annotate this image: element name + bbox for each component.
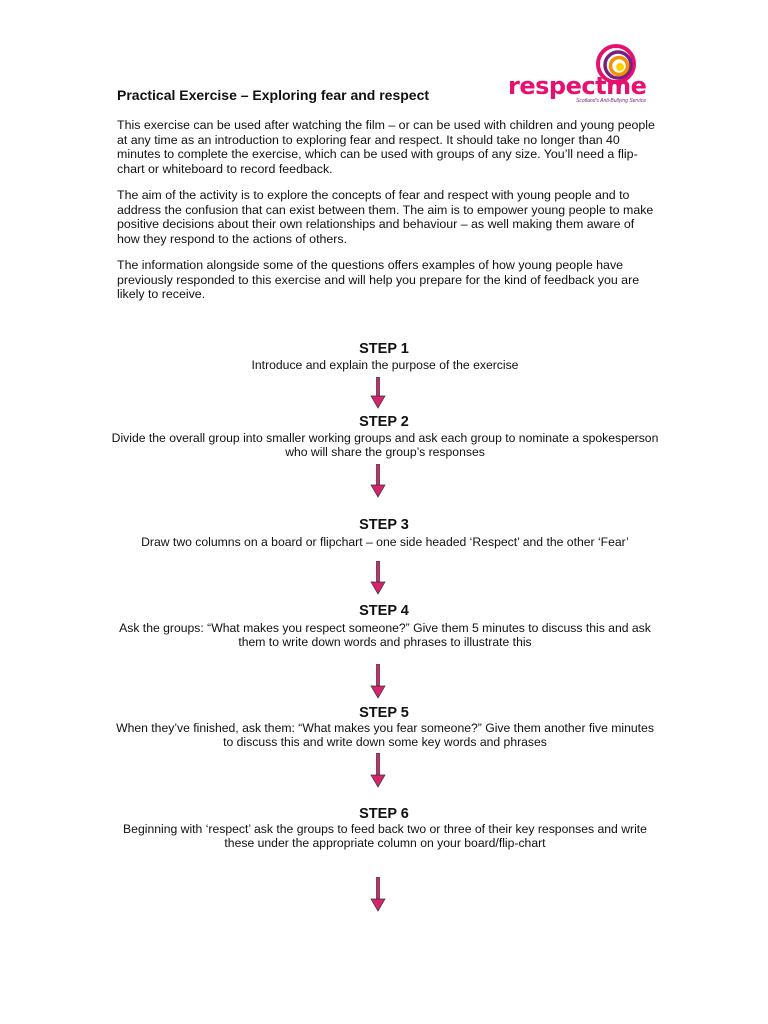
intro-paragraph-2: The aim of the activity is to explore the concepts of fear and respect with young people and to address the confusion that can exist between them. The aim is to empower young people to make positive decisions about their own relationships and behaviour – as well making them aware of how they respond to the actions of others. (117, 188, 654, 246)
respectme-logo (504, 44, 654, 108)
logo-wordmark (508, 72, 646, 100)
step-5-title: STEP 5 (359, 705, 409, 721)
step-5-text: When they’ve finished, ask them: “What makes you fear someone?” Give them another five minutes to discuss this and write down some key words and phrases (116, 721, 654, 750)
down-arrow-icon (370, 561, 386, 595)
step-6-text: Beginning with ‘respect’ ask the groups to feed back two or three of their key responses and write these under the appropriate column on your board/flip-chart (123, 822, 647, 851)
down-arrow-icon (370, 753, 386, 788)
logo-wordmark-suffix: me (606, 72, 647, 100)
page-title: Practical Exercise – Exploring fear and respect (117, 87, 430, 103)
down-arrow-icon (370, 464, 386, 498)
step-1-text: Introduce and explain the purpose of the exercise (251, 358, 519, 372)
intro-paragraph-3: The information alongside some of the questions offers examples of how young people have previously responded to this exercise and will help you prepare for the kind of feedback you are likely to receive. (117, 258, 640, 302)
step-6-title: STEP 6 (359, 806, 409, 822)
logo-wordmark-prefix: respect (508, 72, 607, 100)
down-arrow-icon (370, 877, 386, 912)
step-4-title: STEP 4 (359, 603, 409, 619)
step-2-text: Divide the overall group into smaller working groups and ask each group to nominate a spokesperson who will share the group’s responses (111, 431, 659, 460)
step-4-text: Ask the groups: “What makes you respect someone?” Give them 5 minutes to discuss this and ask them to write down words and phrases to illustrate this (119, 621, 651, 650)
intro-paragraph-1: This exercise can be used after watching the film – or can be used with children and young people at any time as an introduction to exploring fear and respect. It should take no longer than 40 minutes to complete the exercise, which can be used with groups of any size. You’ll need a flip-chart or whiteboard to record feedback. (117, 118, 655, 176)
step-3-title: STEP 3 (359, 517, 409, 533)
step-2-title: STEP 2 (359, 414, 409, 430)
logo-tagline: Scotland's Anti-Bullying Service (576, 98, 646, 104)
down-arrow-icon (370, 377, 386, 409)
down-arrow-icon (370, 664, 386, 699)
step-3-text: Draw two columns on a board or flipchart – one side headed ‘Respect’ and the other ‘Fear’ (141, 535, 629, 549)
step-1-title: STEP 1 (359, 341, 409, 357)
